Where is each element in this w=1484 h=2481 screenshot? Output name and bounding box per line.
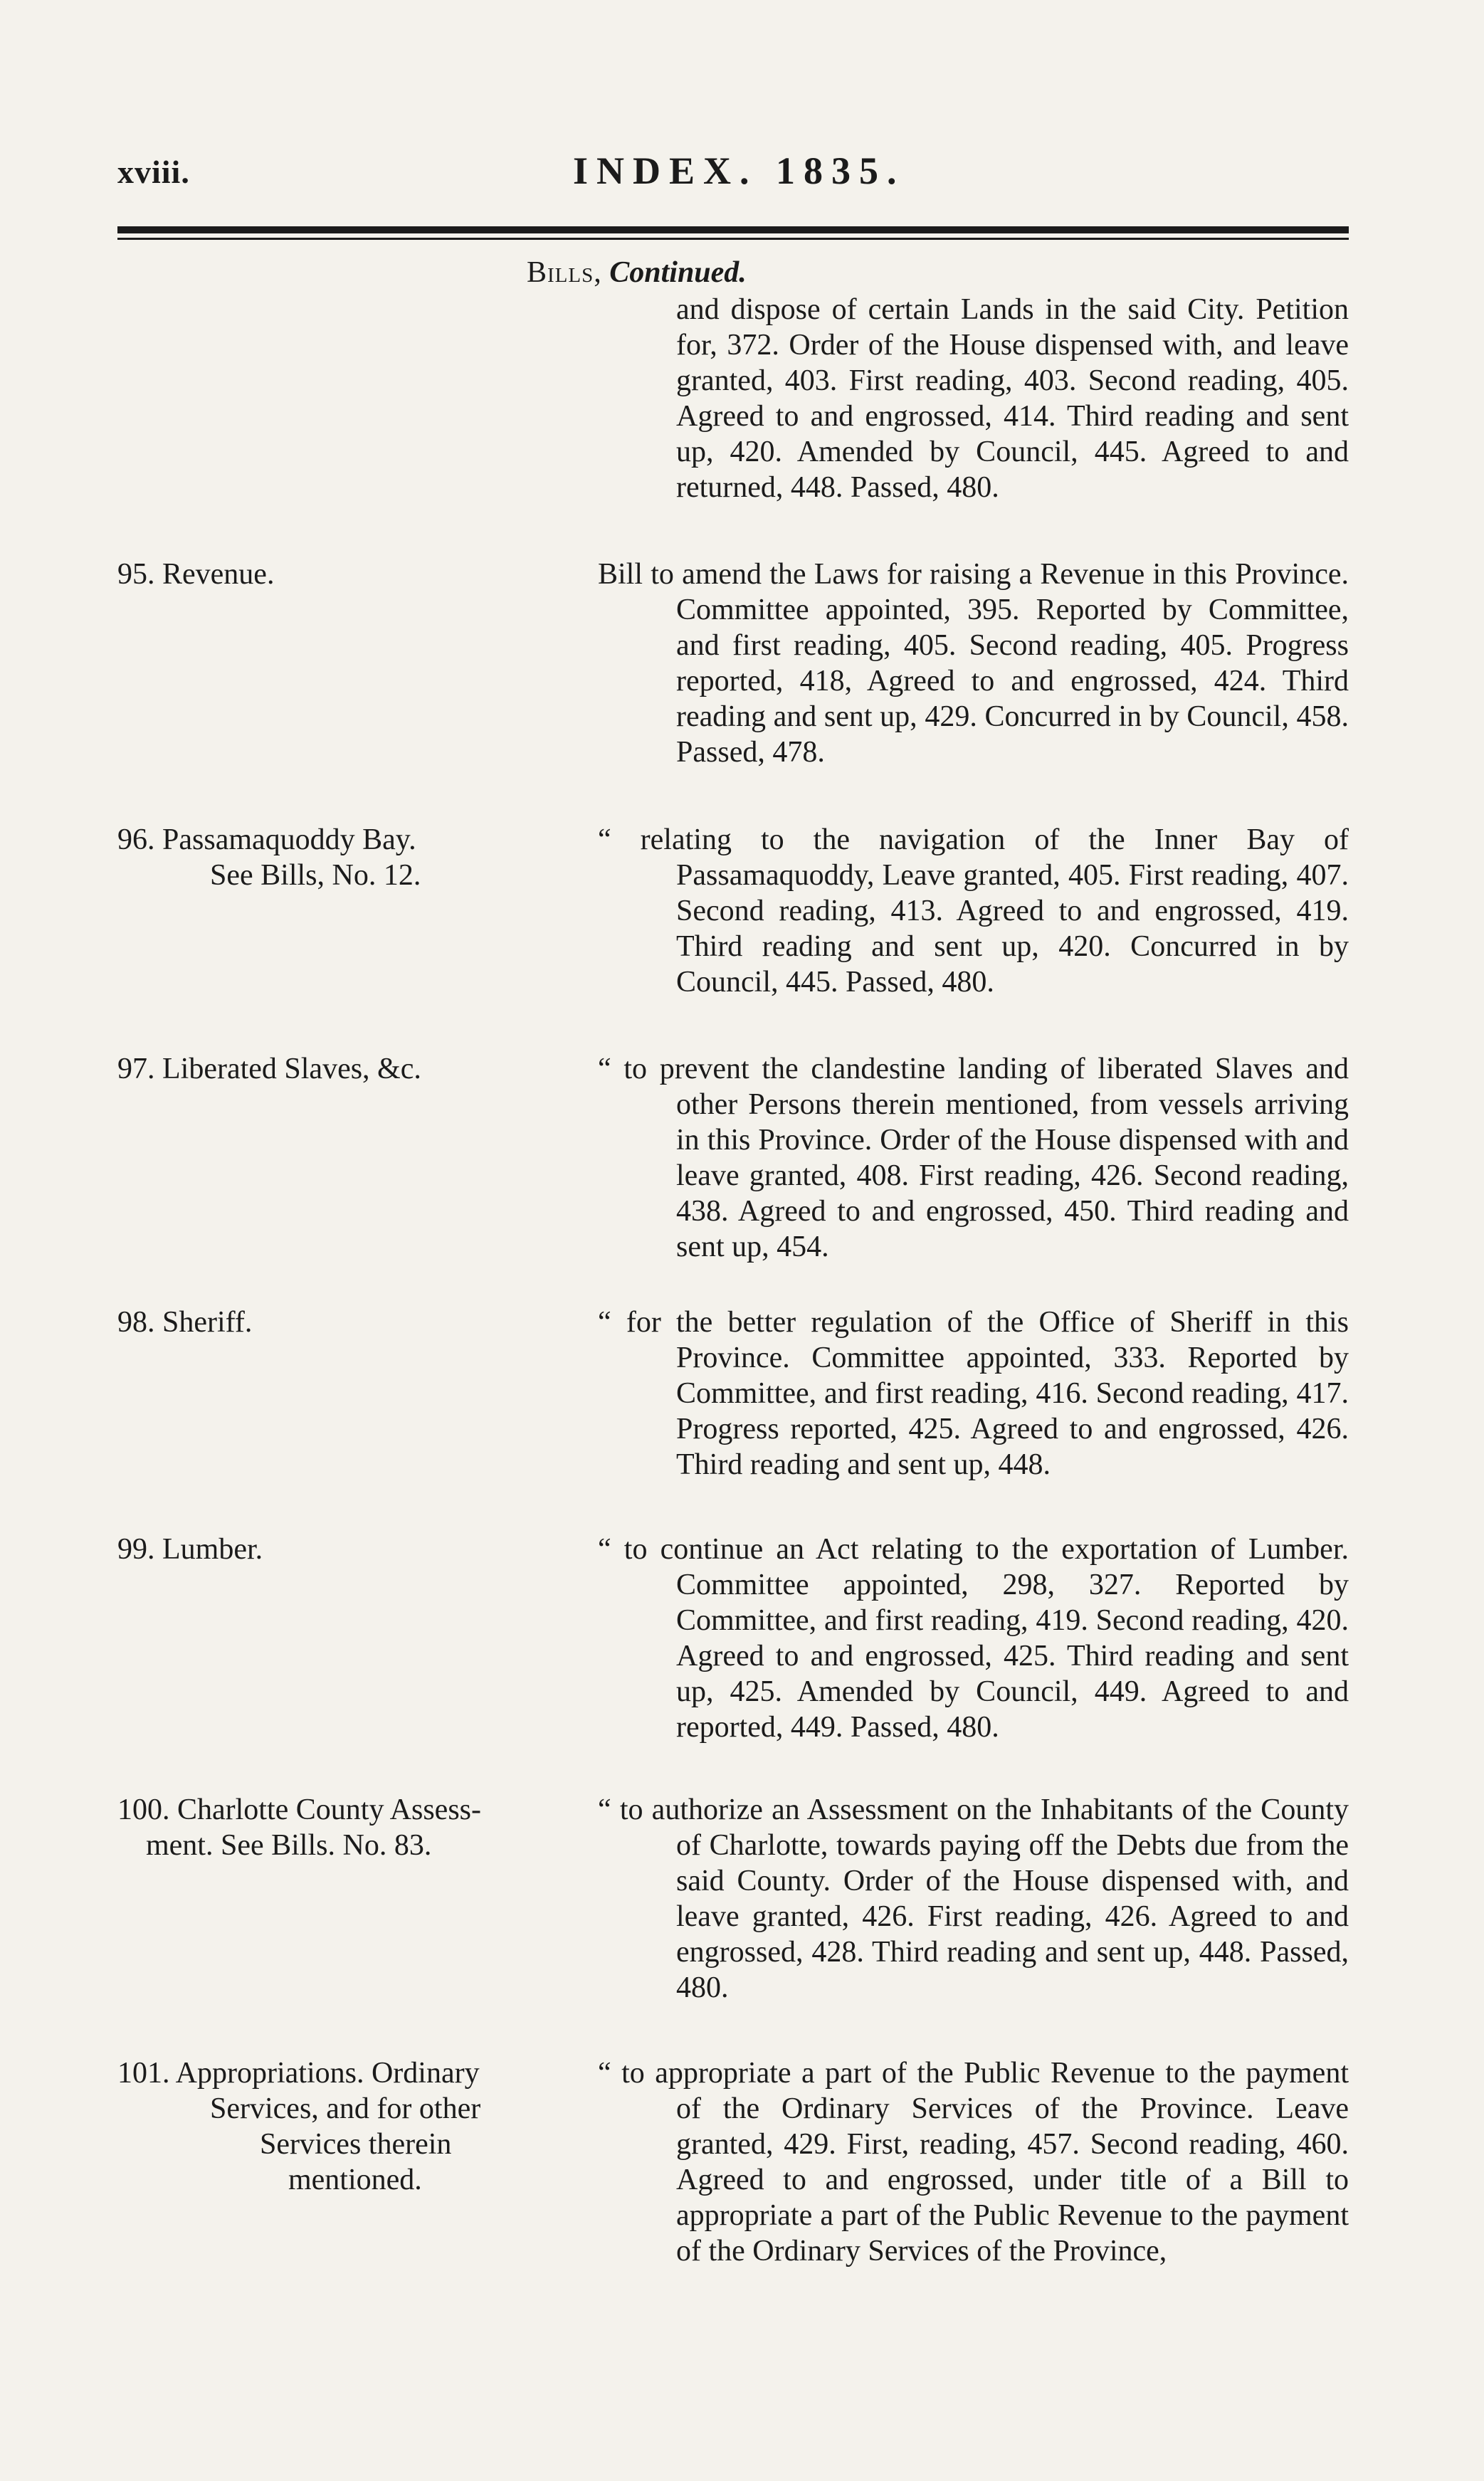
entry-label-cross-ref: See Bills, No. 12. [210, 859, 421, 892]
entry-label: 97. Liberated Slaves, &c. [117, 1053, 421, 1085]
entry-text: “ relating to the navigation of the Inner Bay of Passamaquoddy, Leave granted, 405. First reading, 407. Second reading, 413. Agreed to and engrossed, 419. Third reading and sent up, 420. Concurred in by Council, 445. Passed, 480. [598, 823, 1349, 999]
entry-text: “ to authorize an Assessment on the Inhabitants of the County of Charlotte, towards paying off the Debts due from the said County. Order of the House dispensed with, and leave granted, 426. First reading, 426. Agreed to and engrossed, 428. Third reading and sent up, 448. Passed, 480. [598, 1793, 1349, 2004]
entry-label: 101. Appropriations. Ordinary [117, 2057, 480, 2090]
entry-label: 95. Revenue. [117, 558, 275, 591]
entry-text: and dispose of certain Lands in the said City. Petition for, 372. Order of the House dispensed with, and leave granted, 403. First reading, 403. Second reading, 405. Agreed to and engrossed, 414. Third reading and sent up, 420. Amended by Council, 445. Agreed to and returned, 448. Passed, 480. [676, 293, 1349, 504]
entry-text: “ to prevent the clandestine landing of liberated Slaves and other Persons therein mentioned, from vessels arriving in this Province. Order of the House dispensed with and leave granted, 408. First reading, 426. Second reading, 438. Agreed to and engrossed, 450. Third reading and sent up, 454. [598, 1053, 1349, 1263]
entry-text: Bill to amend the Laws for raising a Revenue in this Province. Committee appointed, 395. Reported by Committee, and first reading, 405. Second reading, 405. Progress reported, 418, Agreed to and engrossed, 424. Third reading and sent up, 429. Concurred in by Council, 458. Passed, 478. [598, 558, 1349, 769]
entry-label-line-3: Services therein [260, 2128, 452, 2161]
entry-text: “ for the better regulation of the Office of Sheriff in this Province. Committee appointed, 333. Reported by Committee, and first reading, 416. Second reading, 417. Progress reported, 425. Agreed to and engrossed, 426. Third reading and sent up, 448. [598, 1306, 1349, 1481]
entry-label: 98. Sheriff. [117, 1306, 253, 1339]
section-heading-continued: Continued. [609, 256, 747, 289]
header-rule-thick [117, 226, 1349, 233]
page-header [117, 149, 1349, 210]
entry-label-line-4: mentioned. [288, 2164, 422, 2196]
section-heading-label: Bills, [527, 256, 602, 289]
section-heading [527, 255, 747, 290]
header-rule-thin [117, 238, 1349, 240]
entry-label: 100. Charlotte County Assess- [117, 1793, 481, 1826]
entry-label-cross-ref: ment. See Bills. No. 83. [146, 1829, 432, 1862]
entry-label: 99. Lumber. [117, 1533, 263, 1566]
running-title: INDEX. 1835. [573, 149, 905, 192]
page-number: xviii. [117, 154, 190, 190]
entry-label: 96. Passamaquoddy Bay. [117, 823, 416, 856]
entry-text: “ to continue an Act relating to the exportation of Lumber. Committee appointed, 298, 327. Reported by Committee, and first reading, 419. Second reading, 420. Agreed to and engrossed, 425. Third reading and sent up, 425. Amended by Council, 449. Agreed to and reported, 449. Passed, 480. [598, 1533, 1349, 1744]
entry-label-line-2: Services, and for other [210, 2092, 481, 2125]
entry-text: “ to appropriate a part of the Public Revenue to the payment of the Ordinary Services of the Province. Leave granted, 429. First, reading, 457. Second reading, 460. Agreed to and engrossed, under title of a Bill to appropriate a part of the Public Revenue to the payment of the Ordinary Services of the Province, [598, 2057, 1349, 2267]
